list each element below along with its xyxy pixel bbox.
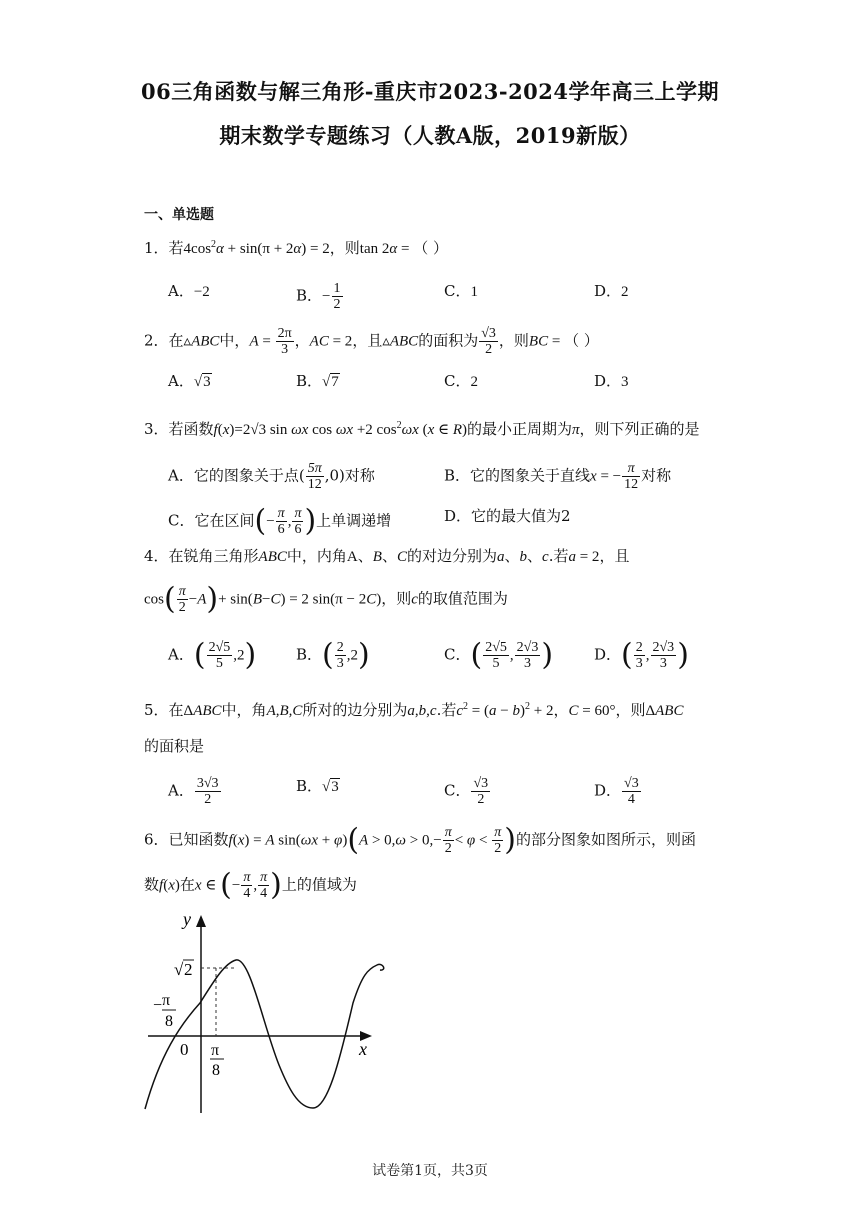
q5-option-b: B．√3	[296, 777, 339, 795]
q2-option-c: C．2	[444, 372, 478, 390]
q1-option-b: B．− $\frac{1}{2}$	[296, 281, 341, 312]
q5-option-d: D． $\frac{√3}{4}$	[594, 776, 639, 807]
origin-label: 0	[180, 1040, 189, 1059]
q6-stem-line2: 数f(x)在x ∈ (− $\frac{\pi}{4}$ , $\frac{\pi}{4}$ )上的值域为	[144, 867, 357, 903]
q1-option-a: A．−2	[168, 282, 210, 300]
q1-stem: 1．若$4\cos^2\alpha + \sin(\pi + 2\alpha) = 2$，则tan 2α = （ ）	[144, 239, 448, 257]
q4-option-b: B．( $\frac{2}{3}$ ,2)	[296, 637, 370, 673]
y-axis	[196, 915, 206, 1113]
q3-option-c: C．它在区间(− $\frac{\pi}{6}$ , $\frac{\pi}{6}$ )上单调递增	[168, 503, 392, 539]
q2-option-b: B．√7	[296, 372, 339, 390]
y-tick-sqrt-sign: √	[174, 960, 184, 979]
q6-stem-line1: 6．已知函数f(x) = A sin(ωx + φ)(A > 0,ω > 0,− $\frac{\pi}{2}$ < φ < $\frac{\pi}{2}$ )的部分图象如图所示，则函	[144, 822, 696, 858]
neg-pi8-minus: −	[153, 997, 163, 1014]
neg-pi8-den: 8	[165, 1013, 173, 1030]
neg-pi8-num: π	[162, 992, 171, 1009]
q5-stem-line2: 的面积是	[144, 737, 205, 755]
q3-option-b: B．它的图象关于直线x = − $\frac{\pi}{12}$ 对称	[444, 461, 672, 492]
q1-option-c: C．1	[444, 282, 478, 300]
q5-option-a: A． $\frac{3√3}{2}$	[168, 776, 219, 807]
doc-title-line2: 期末数学专题练习（人教A版，2019新版）	[219, 123, 641, 148]
q3-stem: 3．若函数f(x)=2√3 sin ωx cos ωx +2 $\cos^2\omega x$ (x ∈ R)的最小正周期为π，则下列正确的是	[144, 420, 700, 438]
q3-option-d: D．它的最大值为2	[444, 507, 571, 525]
y-axis-label: y	[183, 909, 191, 929]
q2-option-a: A．√3	[168, 372, 211, 390]
q4-option-a: A．( $\frac{2√5}{5}$ ,2)	[168, 637, 257, 673]
q4-stem-line1: 4．在锐角三角形ABC中，内角A、B、C的对边分别为a、b、c.若a = 2，且	[144, 547, 630, 565]
q4-stem-line2: cos( $\frac{\pi}{2}$ −A)+ sin(B−C) = 2 sin(π − 2C)，则c的取值范围为	[144, 581, 508, 617]
q4-option-c: C．( $\frac{2√5}{5}$ , $\frac{2√3}{3}$ )	[444, 637, 554, 673]
page-footer: 试卷第1页，共3页	[372, 1163, 488, 1179]
sine-graph-figure	[140, 905, 390, 1120]
q5-stem-line1: 5．在ΔABC中，角A,B,C所对的边分别为a,b,c.若$c^2 = (a - b)^2 + 2$，C = 60°，则ΔABC	[144, 701, 684, 719]
q3-option-a: A．它的图象关于点( $\frac{5\pi}{12}$ ,0)对称	[168, 461, 375, 492]
q4-option-d: D．( $\frac{2}{3}$ , $\frac{2√3}{3}$ )	[594, 637, 689, 673]
q2-stem: 2．在▵ABC中，A = $\frac{2\pi}{3}$ ，AC = 2，且▵ABC的面积为 $\frac{√3}{2}$ ，则BC = （ ）	[144, 326, 599, 357]
sine-curve	[145, 960, 384, 1109]
q1-option-d: D．2	[594, 282, 629, 300]
x-tick-num: π	[211, 1042, 220, 1059]
q2-option-d: D．3	[594, 372, 629, 390]
x-tick-den: 8	[212, 1062, 220, 1079]
x-axis-label: x	[359, 1039, 367, 1059]
q5-option-c: C． $\frac{√3}{2}$	[444, 776, 489, 807]
doc-title-line1: 06三角函数与解三角形-重庆市2023-2024学年高三上学期	[140, 79, 720, 104]
section-heading: 一、单选题	[144, 207, 214, 223]
y-tick-sqrt2: 2	[184, 960, 193, 979]
